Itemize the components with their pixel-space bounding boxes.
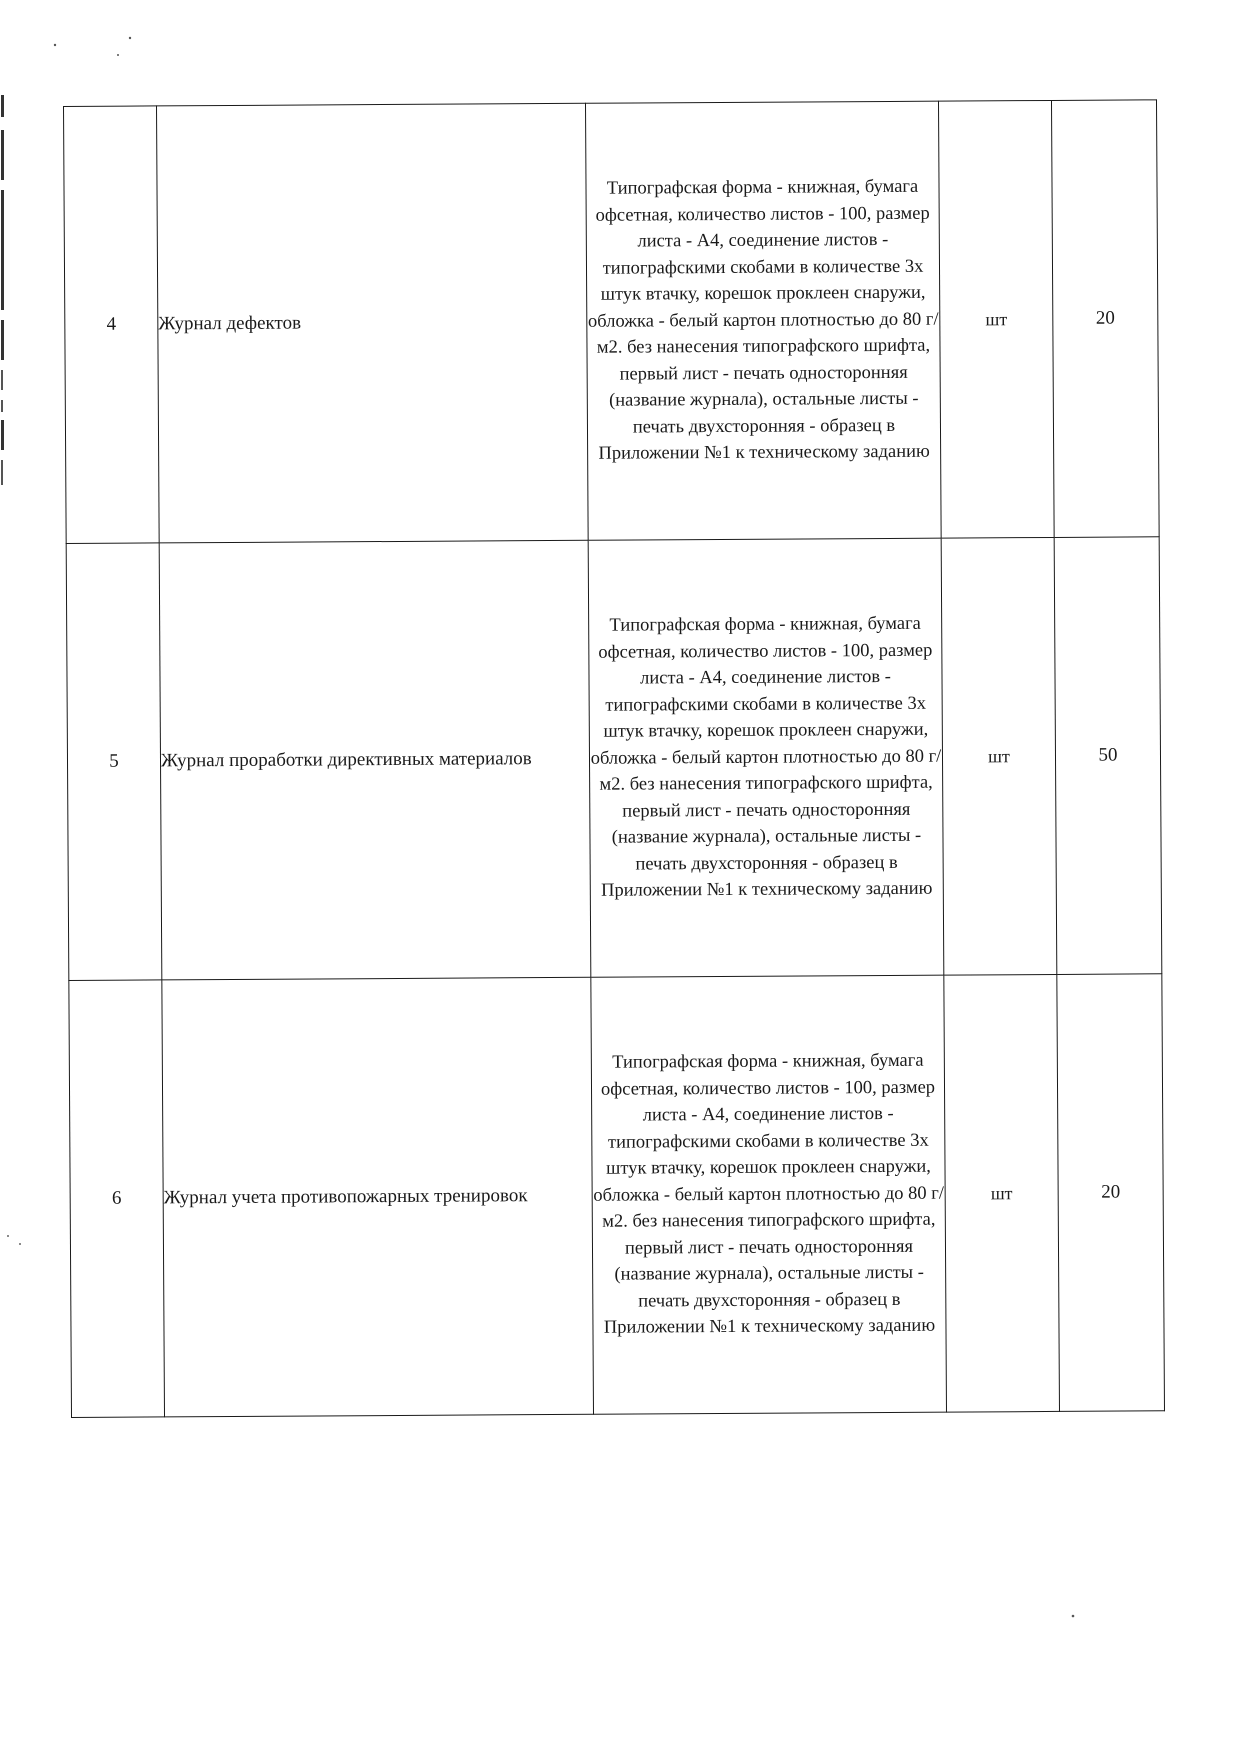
table-row (69, 974, 1165, 1418)
item-quantity: 20 (1051, 100, 1159, 538)
row-number: 6 (69, 980, 165, 1418)
item-quantity: 50 (1054, 537, 1162, 975)
item-unit: шт (941, 537, 1057, 975)
item-quantity: 20 (1057, 974, 1165, 1412)
item-unit: шт (944, 974, 1060, 1412)
specification-table (63, 99, 1165, 1418)
item-name: Журнал дефектов (157, 103, 589, 543)
item-description: Типографская форма - книжная, бумага офсетная, количество листов - 100, размер листа - А4, соединение листов - типографскими скобами в количестве 3х штук втачку, корешок проклеен снаружи, обложка - белый картон плотностью до 80 г/м2. без нанесения типографского шрифта, первый лист - печать односторонняя (название журнала), остальные листы - печать двухсторонняя - образец в Приложении №1 к техническому заданию (585, 101, 941, 540)
item-name: Журнал учета противопожарных тренировок (162, 977, 594, 1417)
specification-table-container (63, 106, 1157, 1418)
row-number: 5 (66, 543, 162, 981)
row-number: 4 (64, 106, 160, 544)
table-row (66, 537, 1162, 981)
item-unit: шт (938, 100, 1054, 538)
item-description: Типографская форма - книжная, бумага офсетная, количество листов - 100, размер листа - А4, соединение листов - типографскими скобами в количестве 3х штук втачку, корешок проклеен снаружи, обложка - белый картон плотностью до 80 г/м2. без нанесения типографского шрифта, первый лист - печать односторонняя (название журнала), остальные листы - печать двухсторонняя - образец в Приложении №1 к техническому заданию (591, 975, 947, 1414)
table-row (64, 100, 1160, 544)
item-name: Журнал проработки директивных материалов (159, 540, 591, 980)
item-description: Типографская форма - книжная, бумага офсетная, количество листов - 100, размер листа - А4, соединение листов - типографскими скобами в количестве 3х штук втачку, корешок проклеен снаружи, обложка - белый картон плотностью до 80 г/м2. без нанесения типографского шрифта, первый лист - печать односторонняя (название журнала), остальные листы - печать двухсторонняя - образец в Приложении №1 к техническому заданию (588, 538, 944, 977)
